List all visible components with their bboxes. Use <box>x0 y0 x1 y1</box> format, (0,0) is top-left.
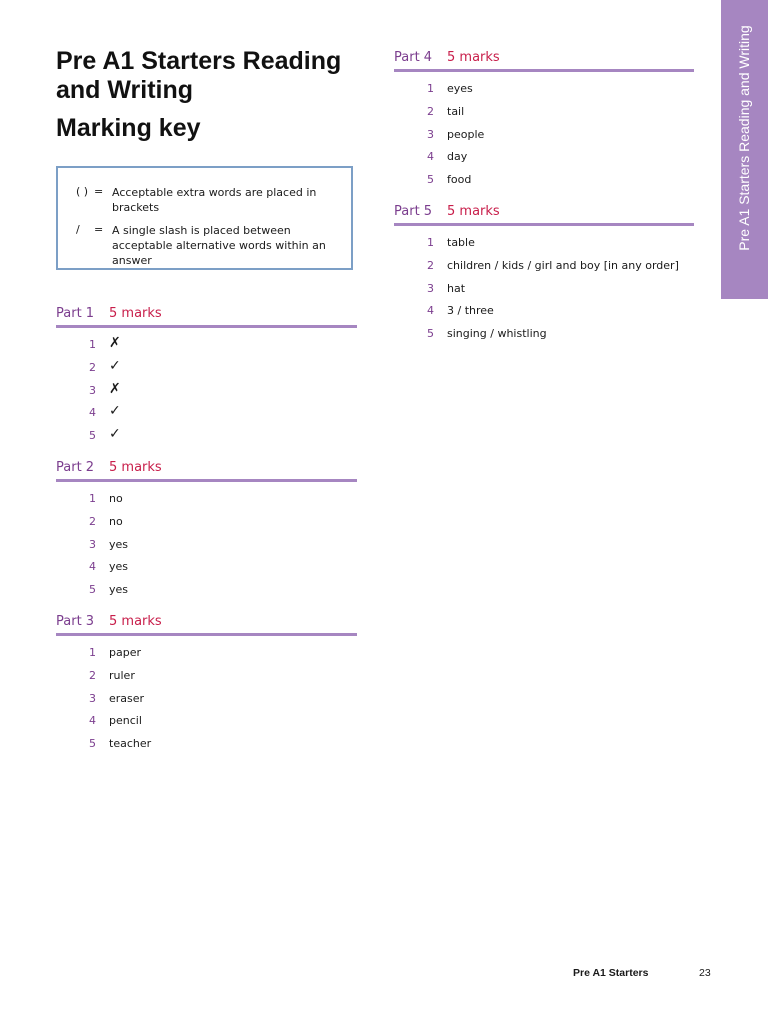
footer-title: Pre A1 Starters <box>573 967 649 979</box>
part-label: Part 1 <box>56 306 95 321</box>
answer-number: 5 <box>89 429 96 443</box>
part-divider <box>394 223 694 226</box>
part-divider <box>56 325 357 328</box>
answer-text: teacher <box>109 737 152 751</box>
answer-number: 2 <box>427 258 434 272</box>
answer-text: day <box>447 150 468 164</box>
key-equals: = <box>94 185 104 198</box>
key-symbol: ( ) <box>76 185 89 198</box>
answer-text: people <box>447 127 485 141</box>
answer-text: table <box>447 236 475 249</box>
key-equals: = <box>94 223 104 236</box>
answer-number: 5 <box>89 737 96 751</box>
answer-number: 4 <box>427 150 434 164</box>
key-description: Acceptable extra words are placed in brackets <box>112 186 317 214</box>
part-marks: 5 marks <box>447 50 500 65</box>
answer-text: ✓ <box>109 426 121 443</box>
part-divider <box>56 633 357 636</box>
answer-number: 1 <box>427 82 434 95</box>
answer-text: yes <box>109 560 129 574</box>
answer-number: 1 <box>89 338 96 351</box>
answer-number: 3 <box>89 537 96 551</box>
answer-number: 5 <box>89 583 96 597</box>
answer-text: ✓ <box>109 357 121 374</box>
answer-text: hat <box>447 281 466 295</box>
answer-text: pencil <box>109 714 142 728</box>
answer-number: 3 <box>427 127 434 141</box>
answer-number: 3 <box>427 281 434 295</box>
part-divider <box>394 69 694 72</box>
answer-text: paper <box>109 646 141 659</box>
page-number: 23 <box>699 967 711 979</box>
answer-text: eyes <box>447 82 473 95</box>
answer-text: ✗ <box>109 380 121 397</box>
answer-text: ✓ <box>109 403 121 420</box>
part-divider <box>56 479 357 482</box>
page-title: Pre A1 Starters Reading and Writing <box>56 47 342 104</box>
answer-number: 4 <box>427 304 434 318</box>
answer-number: 1 <box>427 236 434 249</box>
answer-number: 4 <box>89 406 96 420</box>
answer-text: food <box>447 173 472 187</box>
answer-number: 5 <box>427 327 434 341</box>
answer-text: singing / whistling <box>447 327 547 341</box>
part-label: Part 3 <box>56 614 95 629</box>
answer-text: tail <box>447 104 465 118</box>
answer-number: 4 <box>89 560 96 574</box>
part-marks: 5 marks <box>109 306 162 321</box>
answer-text: no <box>109 492 123 505</box>
key-symbol: / <box>76 223 80 236</box>
answer-number: 2 <box>427 104 434 118</box>
answer-number: 2 <box>89 514 96 528</box>
side-tab-label: Pre A1 Starters Reading and Writing <box>736 25 752 251</box>
part-marks: 5 marks <box>109 614 162 629</box>
page-subtitle: Marking key <box>56 114 201 142</box>
answer-text: yes <box>109 583 129 597</box>
key-description: A single slash is placed between acceptable alternative words within an answer <box>112 224 326 267</box>
answer-text: eraser <box>109 691 145 705</box>
answer-text: no <box>109 514 123 528</box>
answer-number: 4 <box>89 714 96 728</box>
answer-number: 1 <box>89 492 96 505</box>
part-marks: 5 marks <box>109 460 162 475</box>
part-label: Part 2 <box>56 460 95 475</box>
part-label: Part 5 <box>394 204 433 219</box>
answer-number: 2 <box>89 668 96 682</box>
answer-number: 3 <box>89 383 96 397</box>
answer-number: 5 <box>427 173 434 187</box>
side-tab <box>721 0 768 299</box>
answer-text: ruler <box>109 668 135 682</box>
answer-text: children / kids / girl and boy [in any order] <box>447 258 679 272</box>
answer-number: 1 <box>89 646 96 659</box>
answer-text: ✗ <box>109 335 121 351</box>
answer-number: 2 <box>89 360 96 374</box>
part-label: Part 4 <box>394 50 433 65</box>
key-box <box>56 166 353 270</box>
answer-text: yes <box>109 537 129 551</box>
answer-text: 3 / three <box>447 304 494 318</box>
answer-number: 3 <box>89 691 96 705</box>
part-marks: 5 marks <box>447 204 500 219</box>
